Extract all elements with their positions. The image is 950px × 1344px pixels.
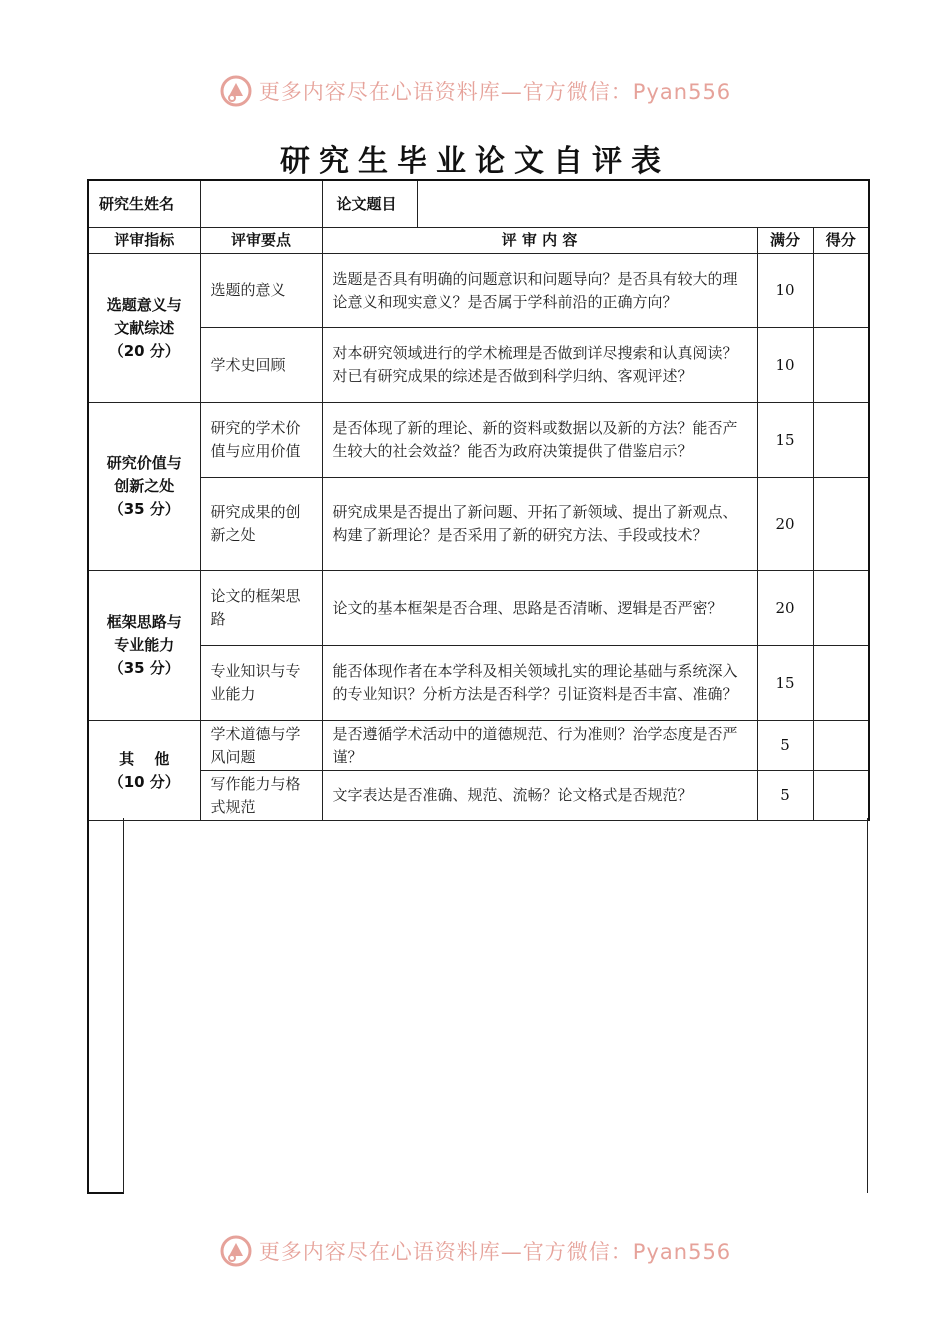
category-name: 选题意义与	[106, 295, 182, 314]
review-content: 文字表达是否准确、规范、流畅？论文格式是否规范？	[322, 771, 757, 821]
full-score: 5	[757, 771, 813, 821]
key-point: 研究成果的创新之处	[200, 478, 322, 571]
brand-logo-icon	[219, 74, 253, 108]
review-content: 是否体现了新的理论、新的资料或数据以及新的方法？能否产生较大的社会效益？能否为政府决策提供了借鉴启示？	[322, 403, 757, 478]
full-score: 15	[757, 403, 813, 478]
review-content: 对本研究领域进行的学术梳理是否做到详尽搜索和认真阅读？对已有研究成果的综述是否做到科学归纳、客观评述？	[322, 328, 757, 403]
student-name-field[interactable]	[200, 180, 322, 228]
category-name: 其 他	[119, 749, 170, 768]
thesis-title-field[interactable]	[418, 181, 869, 227]
comment-label-column	[87, 818, 124, 1194]
category-points: （20 分）	[108, 341, 180, 360]
full-score: 10	[757, 328, 813, 403]
table-row	[88, 721, 869, 771]
key-point: 论文的框架思路	[200, 571, 322, 646]
key-point: 学术史回顾	[200, 328, 322, 403]
student-name-label: 研究生姓名	[88, 180, 200, 228]
category-cell	[88, 571, 200, 721]
score-input[interactable]	[813, 328, 869, 403]
score-input[interactable]	[813, 646, 869, 721]
comment-right-border	[867, 818, 868, 1193]
key-point: 专业知识与专业能力	[200, 646, 322, 721]
watermark-top	[0, 74, 950, 114]
watermark-text: 更多内容尽在心语资料库—官方微信：Pyan556	[258, 80, 732, 104]
column-score: 得分	[813, 228, 869, 254]
watermark-text: 更多内容尽在心语资料库—官方微信：Pyan556	[258, 1240, 732, 1264]
review-content: 选题是否具有明确的问题意识和问题导向？是否具有较大的理论意义和现实意义？是否属于学科前沿的正确方向？	[322, 254, 757, 328]
category-name: 研究价值与	[106, 454, 182, 472]
key-point: 学术道德与学风问题	[200, 721, 322, 771]
category-name: 专业能力	[114, 636, 175, 654]
watermark-bottom	[0, 1234, 950, 1274]
category-cell	[88, 721, 200, 821]
score-input[interactable]	[813, 254, 869, 328]
brand-logo-icon	[219, 1234, 253, 1268]
header-row	[88, 180, 869, 228]
category-name: 框架思路与	[106, 613, 182, 631]
table-row	[88, 254, 869, 328]
key-point: 选题的意义	[200, 254, 322, 328]
category-name: 文献综述	[114, 318, 175, 337]
score-input[interactable]	[813, 571, 869, 646]
page-title: 研究生毕业论文自评表	[280, 144, 670, 179]
key-point: 写作能力与格式规范	[200, 771, 322, 821]
full-score: 20	[757, 571, 813, 646]
score-input[interactable]	[813, 721, 869, 771]
full-score: 10	[757, 254, 813, 328]
comment-area[interactable]	[87, 818, 868, 1193]
column-content: 评 审 内 容	[322, 228, 757, 254]
review-content: 研究成果是否提出了新问题、开拓了新领域、提出了新观点、构建了新理论？是否采用了新的研究方法、手段或技术？	[322, 478, 757, 571]
column-header-row	[88, 228, 869, 254]
thesis-title-cell	[322, 180, 869, 228]
category-points: （10 分）	[108, 772, 180, 791]
table-row	[88, 328, 869, 403]
column-full-score: 满分	[757, 228, 813, 254]
category-points: （35 分）	[108, 500, 180, 518]
table-row	[88, 478, 869, 571]
review-content: 能否体现作者在本学科及相关领域扎实的理论基础与系统深入的专业知识？分析方法是否科学？引证资料是否丰富、准确？	[322, 646, 757, 721]
category-points: （35 分）	[108, 659, 180, 677]
thesis-title-label: 论文题目	[323, 181, 418, 227]
table-row	[88, 571, 869, 646]
column-key-point: 评审要点	[200, 228, 322, 254]
full-score: 20	[757, 478, 813, 571]
full-score: 15	[757, 646, 813, 721]
key-point: 研究的学术价值与应用价值	[200, 403, 322, 478]
column-indicator: 评审指标	[88, 228, 200, 254]
table-row	[88, 403, 869, 478]
review-content: 是否遵循学术活动中的道德规范、行为准则？治学态度是否严谨？	[322, 721, 757, 771]
score-input[interactable]	[813, 478, 869, 571]
category-name: 创新之处	[114, 477, 175, 495]
score-input[interactable]	[813, 771, 869, 821]
category-cell	[88, 254, 200, 403]
category-cell	[88, 403, 200, 571]
review-content: 论文的基本框架是否合理、思路是否清晰、逻辑是否严密？	[322, 571, 757, 646]
score-input[interactable]	[813, 403, 869, 478]
table-row	[88, 646, 869, 721]
evaluation-table	[87, 179, 870, 821]
full-score: 5	[757, 721, 813, 771]
table-row	[88, 771, 869, 821]
